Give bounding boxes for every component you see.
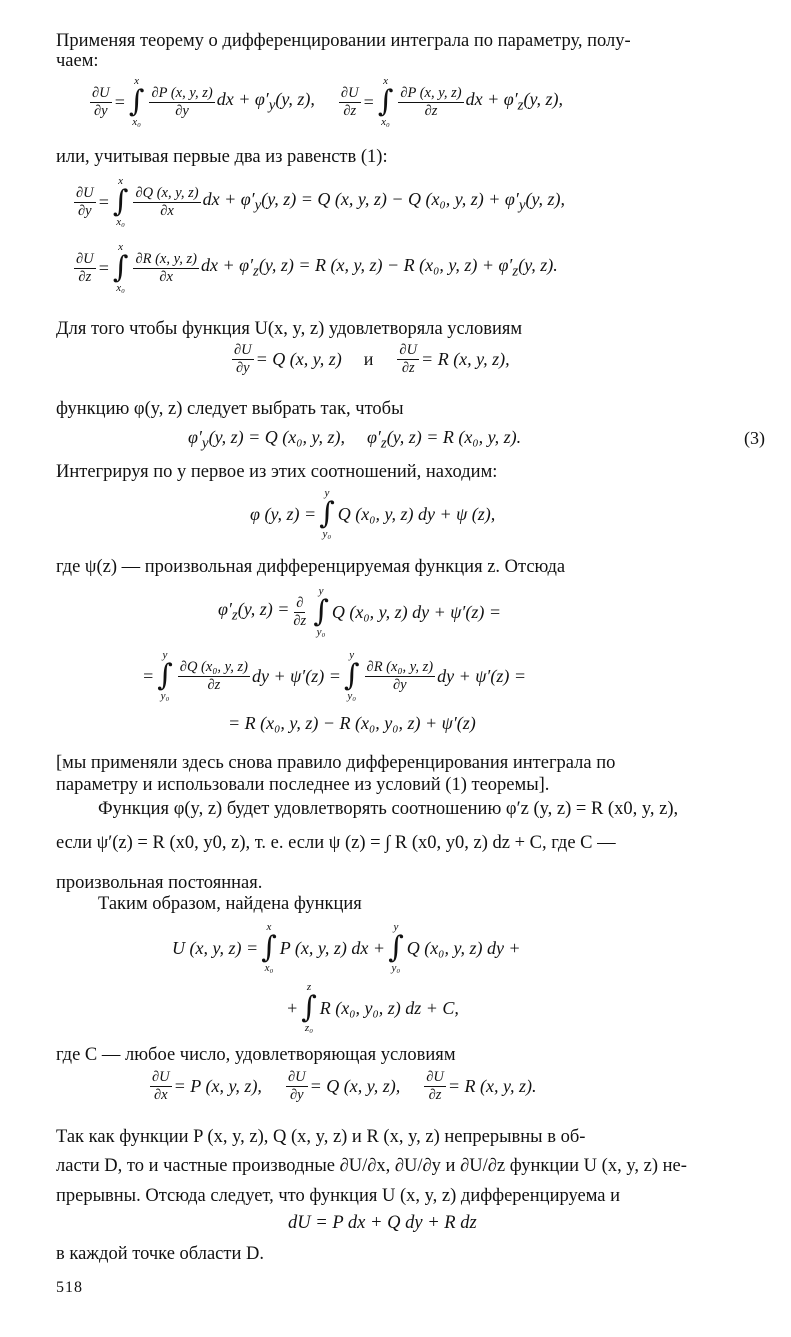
equation-phi-integral: φ (y, z) = y ∫ y₀ Q (x₀, y, z) dy + ψ (z), xyxy=(250,487,496,540)
equation-3: $\varphi'_y(y$, z) = Q (x₀, y, z), $\varphi'_z(y$, z) = R (x₀, y, z). xyxy=(188,427,522,452)
paragraph-thus-found: Таким образом, найдена функция xyxy=(98,894,362,914)
paragraph-since-line2: ласти D, то и частные производные ∂U/∂x, ∂U/∂y и ∂U/∂z функции U (x, y, z) не- xyxy=(56,1156,687,1176)
paragraph-choose-phi: функцию φ(y, z) следует выбрать так, чтобы xyxy=(56,399,404,419)
page-number: 518 xyxy=(56,1279,83,1296)
remark-line1: [мы применяли здесь снова правило дифференцирования интеграла по xyxy=(56,753,616,773)
equation-chain-line3: = R (x₀, y, z) − R (x₀, y₀, z) + ψ′(z) xyxy=(228,713,476,733)
paragraph-if-psi: если ψ′(z) = R (x0, y0, z), т. е. если ψ (z) = ∫ R (x0, y0, z) dz + C, где C — xyxy=(56,833,616,853)
equation-number-3: (3) xyxy=(744,428,765,448)
paragraph-where-psi: где ψ(z) — произвольная дифференцируемая функция z. Отсюда xyxy=(56,557,566,577)
equation-conditions-QR: $\frac{\partial U}{\partial y}$ = Q (x, y, z) и $\frac{\partial U}{\partial z}$ = R (x, y, z), xyxy=(234,342,510,376)
paragraph-every-point: в каждой точке области D. xyxy=(56,1244,264,1264)
paragraph-where-C: где C — любое число, удовлетворяющая условиям xyxy=(56,1045,456,1065)
paragraph-arbitrary-const: произвольная постоянная. xyxy=(56,873,263,893)
equation-U-line1: U (x, y, z) = x ∫ x₀ P (x, y, z) dx + y ∫ y₀ Q (x₀, y, z) dy + xyxy=(172,921,521,974)
equation-U-line2: + z ∫ z₀ R (x₀, y₀, z) dz + C, xyxy=(286,981,459,1034)
paragraph-since-line1: Так как функции P (x, y, z), Q (x, y, z) и R (x, y, z) непрерывны в об- xyxy=(56,1127,586,1147)
equation-final-conditions: $\frac{\partial U}{\partial x}$ = P (x, y, z), $\frac{\partial U}{\partial y}$ = Q (x, y, z), $\frac{\partial U}{\partial z}$ = R (x, y, z). xyxy=(152,1069,537,1103)
remark-line2: параметру и использовали последнее из условий (1) теоремы]. xyxy=(56,775,550,795)
paragraph-integrating: Интегрируя по y первое из этих соотношений, находим: xyxy=(56,462,498,482)
paragraph-in-order: Для того чтобы функция U(x, y, z) удовлетворяла условиям xyxy=(56,319,523,339)
paragraph-since-line3: прерывны. Отсюда следует, что функция U (x, y, z) дифференцируема и xyxy=(56,1186,621,1206)
paragraph-func-phi: Функция φ(y, z) будет удовлетворять соотношению φ′z (y, z) = R (x0, y, z), xyxy=(98,799,679,819)
equation-dU-dy: $\frac{\partial U}{\partial y}$ = x ∫ x₀ $\frac{\partial Q (x, y, z)}{\partial x}$ dx + $\varphi'_y(y$, z) = Q (x, y, z) − Q (x₀, y, $z) + \varphi'_y(y$, z), xyxy=(76,175,565,228)
equation-phi-z-derivative: $\varphi'_z(y$, z) = $\frac{\partial}{\partial z}$ y ∫ y₀ Q (x₀, y, z) dy + ψ′(z) = xyxy=(218,585,501,638)
equation-chain-line2: = y ∫ y₀ $\frac{\text{∂Q (x₀, y, z)}}{\partial z}$ dy + ψ′(z) = y ∫ y₀ $\frac{\text{∂R (x₀, y, z)}}{\partial y}$ dy + ψ′(z) = xyxy=(142,649,526,702)
equation-partial-derivatives: $\frac{\partial U}{\partial y}$ = x ∫ x₀ $\frac{\partial P (x, y, z)}{\partial y}$ dx + $\varphi'_y(y$, z), $\frac{\partial U}{\partial z}$ = x ∫ x₀ $\frac{\partial P (x, y, z)}{\partial z}$ dx + $\varphi'_z(y$, z), xyxy=(92,75,563,128)
equation-dU-dz: $\frac{\partial U}{\partial z}$ = x ∫ x₀ $\frac{\partial R (x, y, z)}{\partial x}$ dx + $\varphi'_z(y$, z) = R (x, y, z) − R (x₀, y, $z) + \varphi'_z(y$, z). xyxy=(76,241,558,294)
paragraph-intro-line2: чаем: xyxy=(56,51,99,71)
paragraph-or-using: или, учитывая первые два из равенств (1): xyxy=(56,147,388,167)
equation-total-differential: dU = P dx + Q dy + R dz xyxy=(288,1213,477,1233)
paragraph-intro-line1: Применяя теорему о дифференцировании интеграла по параметру, полу- xyxy=(56,31,631,51)
